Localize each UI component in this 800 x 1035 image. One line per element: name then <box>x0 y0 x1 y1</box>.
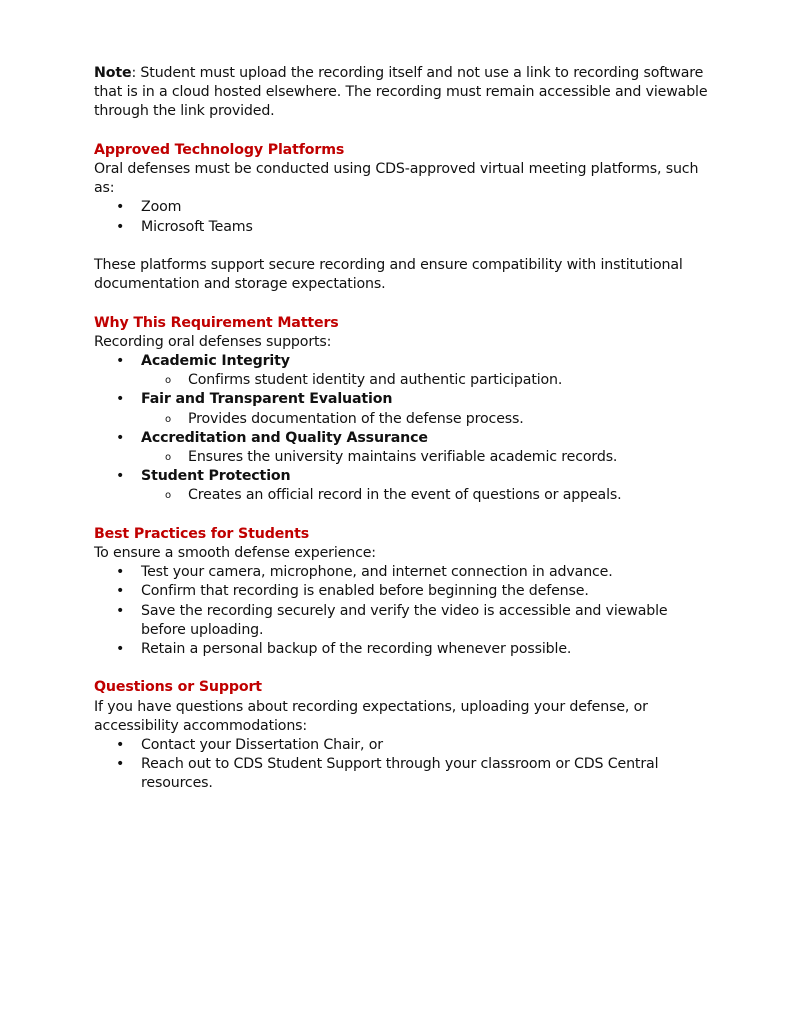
sub-list-item: o Confirms student identity and authentic participation. <box>141 371 714 390</box>
sub-list <box>141 410 714 429</box>
list-item <box>94 390 714 428</box>
support-list <box>94 736 714 794</box>
platforms-list <box>94 198 714 236</box>
list-item: • Confirm that recording is enabled before beginning the defense. <box>94 582 714 601</box>
sub-list <box>141 371 714 390</box>
document-page <box>94 64 714 794</box>
support-heading: Questions or Support <box>94 679 262 696</box>
platforms-heading: Approved Technology Platforms <box>94 141 345 158</box>
best-practices-heading: Best Practices for Students <box>94 525 310 542</box>
best-practices-list <box>94 563 714 659</box>
sub-list <box>141 486 714 505</box>
note-label: Note <box>94 65 132 81</box>
why-list <box>94 352 714 506</box>
list-item: • Retain a personal backup of the recording whenever possible. <box>94 640 714 659</box>
why-item-title: Student Protection <box>141 468 291 485</box>
why-item-title: Academic Integrity <box>141 353 290 369</box>
list-item: • Test your camera, microphone, and internet connection in advance. <box>94 563 714 582</box>
sub-list-item: o Provides documentation of the defense process. <box>141 410 714 429</box>
platforms-intro: Oral defenses must be conducted using CDS-approved virtual meeting platforms, such as: <box>94 161 699 197</box>
why-heading: Why This Requirement Matters <box>94 314 339 331</box>
why-item-title: Fair and Transparent Evaluation <box>141 391 393 408</box>
list-item <box>94 429 714 467</box>
list-item: • Zoom <box>94 198 714 217</box>
platforms-closing: These platforms support secure recording and ensure compatibility with institutional documentation and storage expectations. <box>94 257 683 293</box>
list-item: • Microsoft Teams <box>94 218 714 237</box>
sub-list-item: o Ensures the university maintains verifiable academic records. <box>141 448 714 467</box>
sub-list-item: o Creates an official record in the event of questions or appeals. <box>141 486 714 505</box>
best-practices-intro: To ensure a smooth defense experience: <box>94 545 376 562</box>
note-text: : Student must upload the recording itself and not use a link to recording software that is in a cloud hosted elsewhere. The recording must remain accessible and viewable through the link provided. <box>94 65 708 120</box>
note-paragraph <box>94 64 714 122</box>
list-item <box>94 352 714 390</box>
list-item: • Contact your Dissertation Chair, or <box>94 736 714 755</box>
why-item-title: Accreditation and Quality Assurance <box>141 429 428 446</box>
why-intro: Recording oral defenses supports: <box>94 333 332 350</box>
sub-list <box>141 448 714 467</box>
list-item: • Reach out to CDS Student Support through your classroom or CDS Central resources. <box>94 755 714 793</box>
support-intro: If you have questions about recording expectations, uploading your defense, or accessibility accommodations: <box>94 698 648 734</box>
list-item: • Save the recording securely and verify the video is accessible and viewable before uploading. <box>94 602 714 640</box>
list-item <box>94 467 714 505</box>
